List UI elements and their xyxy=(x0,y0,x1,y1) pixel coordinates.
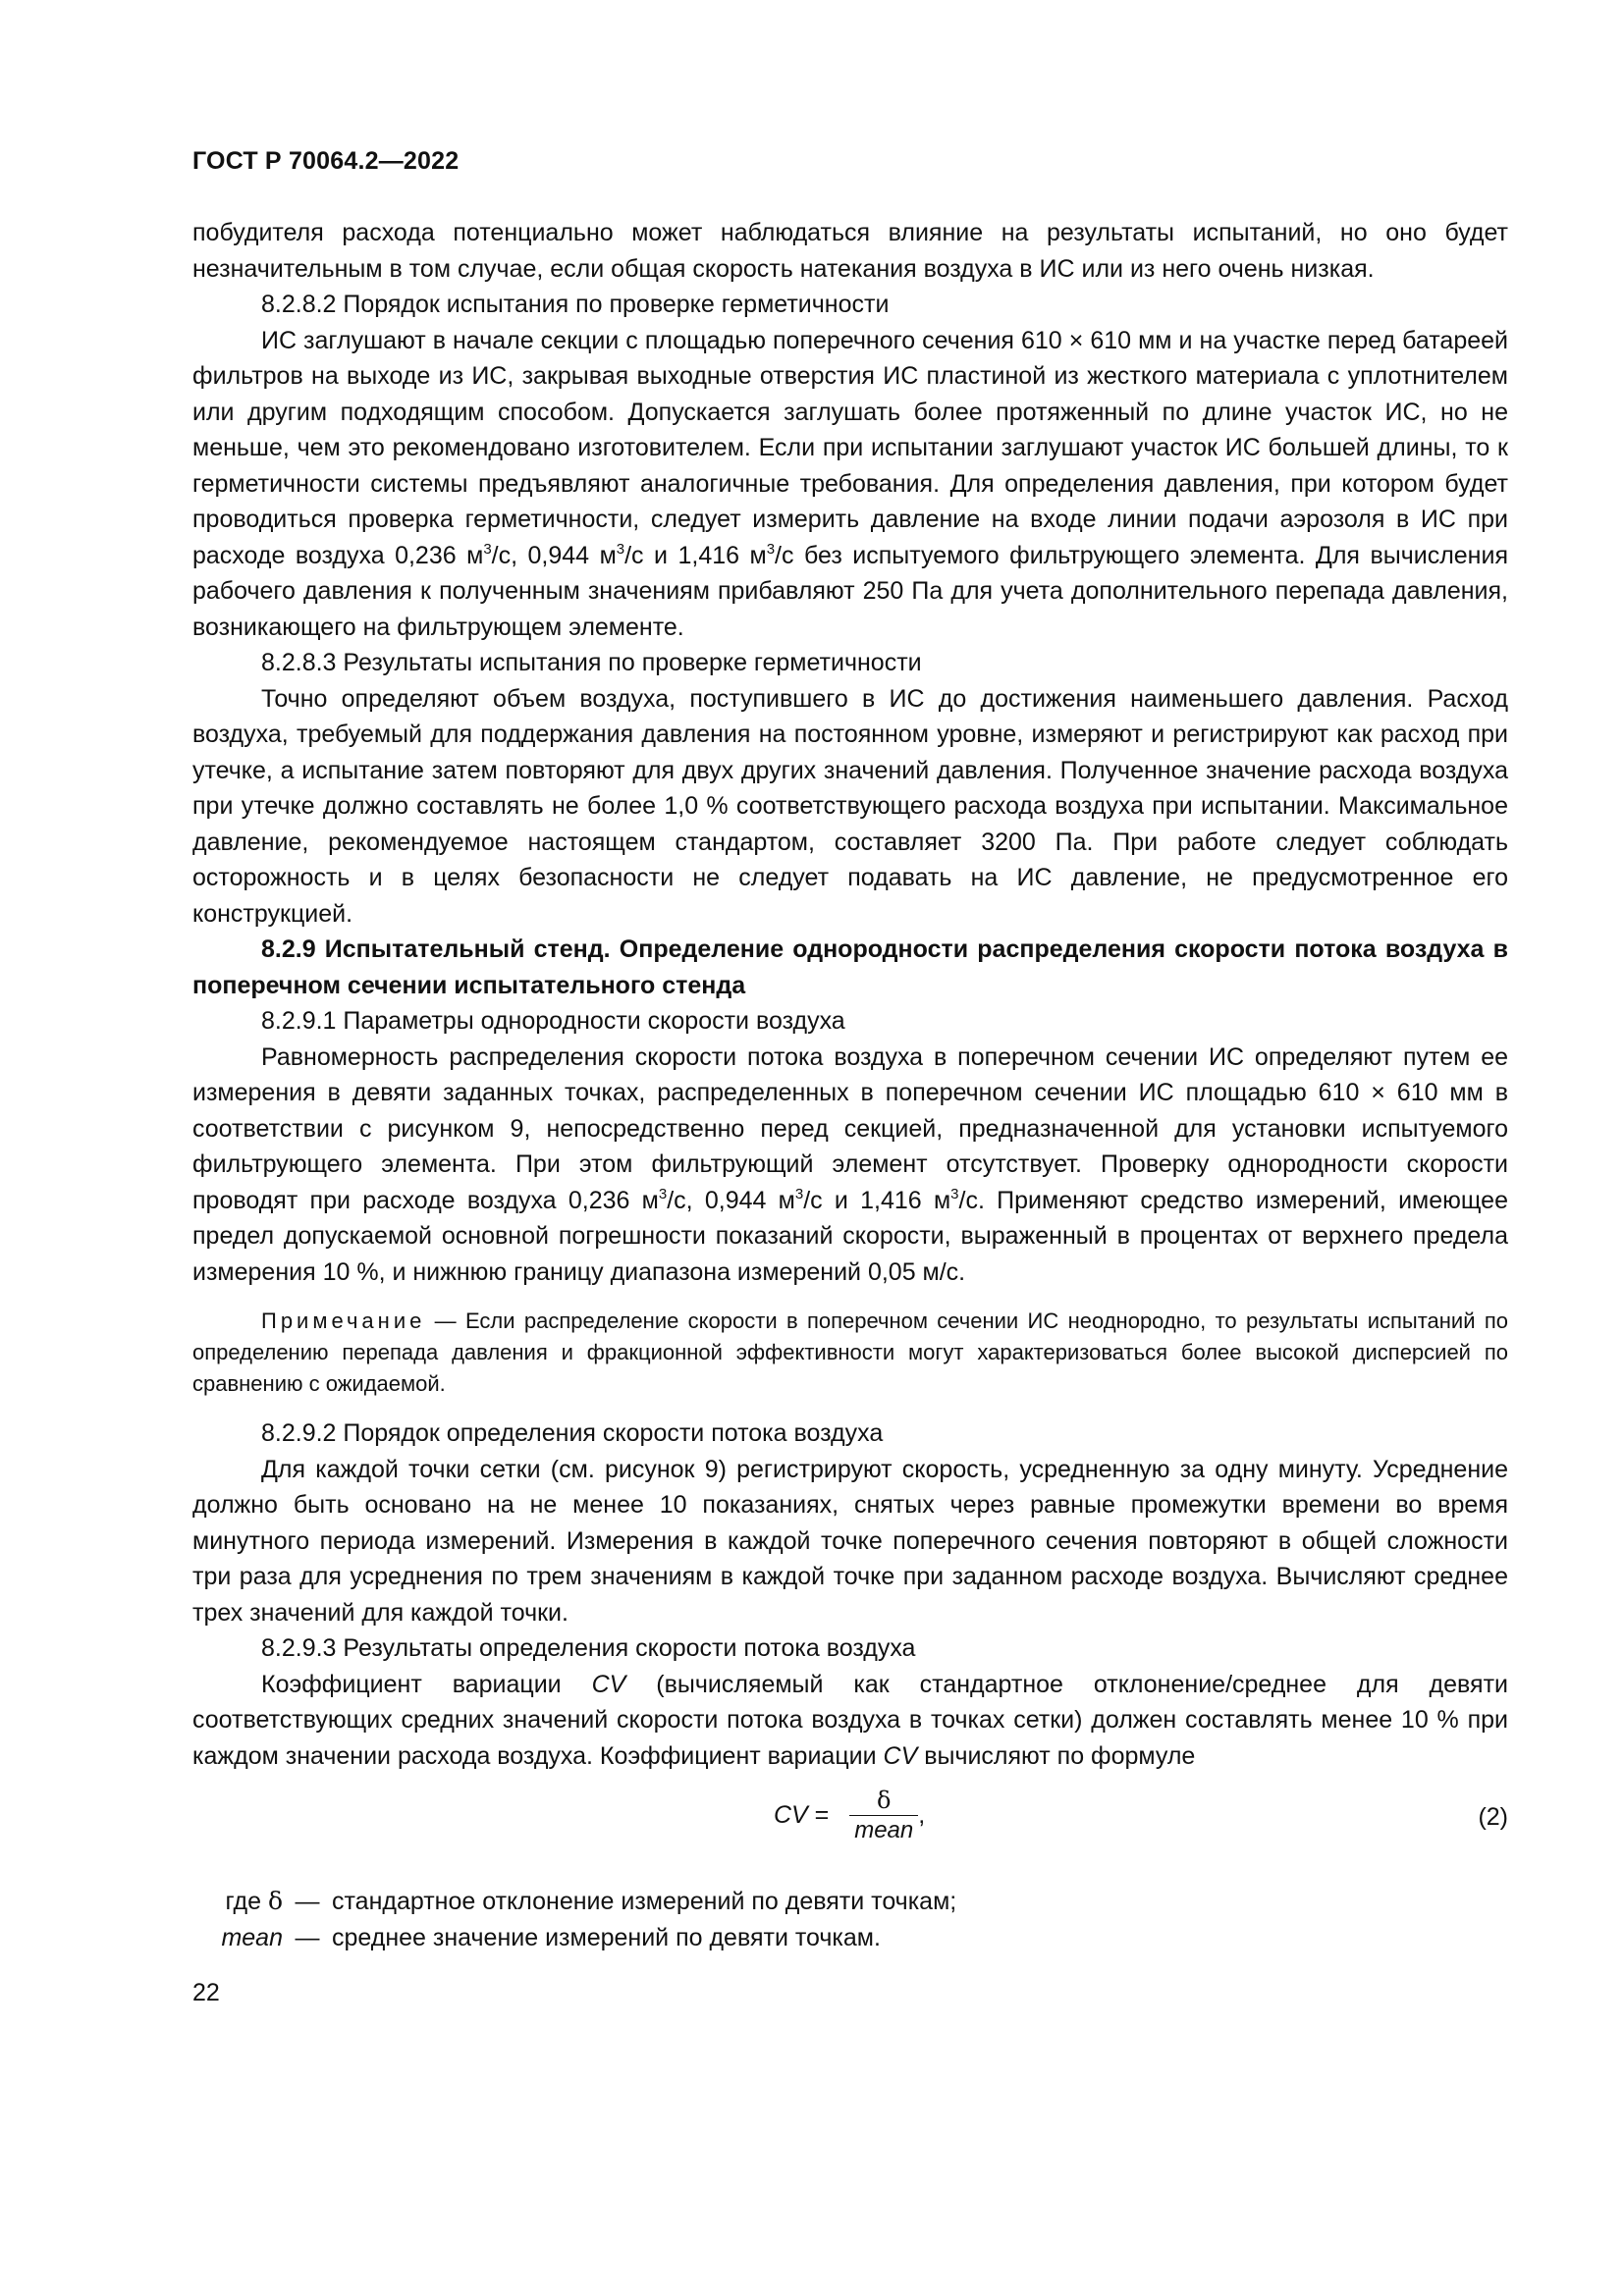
document-page xyxy=(192,147,1508,2007)
paragraph-tightness-results: Точно определяют объем воздуха, поступившего в ИС до достижения наименьшего давления. Расход воздуха, требуемый для поддержания давления на постоянном уровне, измеряют и регистрируют как расход при утечке, а испытание затем повторяют для двух других значений давления. Полученное значение расхода воздуха при утечке должно составлять не более 1,0 % соответствующего расхода воздуха при испытании. Максимальное давление, рекомендуемое настоящем стандартом, составляет 3200 Па. При работе следует соблюдать осторожность и в целях безопасности не следует подавать на ИС давление, не предусмотренное его конструкцией. xyxy=(192,684,1508,928)
page-number: 22 xyxy=(192,1979,220,2006)
paragraph-tightness-procedure: ИС заглушают в начале секции с площадью поперечного сечения 610 × 610 мм и на участке перед батареей фильтров на выходе из ИС, закрывая выходные отверстия ИС пластиной из жесткого материала с уплотнителем или другим подходящим способом. Допускается заглушать более протяженный по длине участок ИС, но не меньше, чем это рекомендовано изготовителем. Если при испытании заглушают участок ИС большей длины, то к герметичности системы предъявляют аналогичные требования. Для определения давления, при котором будет проводиться проверка герметичности, следует измерить давление на входе линии подачи аэрозоля в ИС при расходе воздуха 0,236 $м^3/с$, 0,944 $м^3/с$ и 1,416 $м^3/с$ без испытуемого фильтрующего элемента. Для вычисления рабочего давления к полученным значениям прибавляют 250 Па для учета дополнительного перепада давления, возникающего на фильтрующем элементе. xyxy=(192,326,1508,641)
paragraph-continuation: побудителя расхода потенциально может наблюдаться влияние на результаты испытаний, но оно будет незначительным в том случае, если общая скорость натекания воздуха в ИС или из него очень низкая. xyxy=(192,219,1508,283)
section-heading-8-2-9-2: 8.2.9.2 Порядок определения скорости потока воздуха xyxy=(261,1419,884,1447)
formula-block xyxy=(192,1784,1508,1862)
paragraph-velocity-uniformity: Равномерность распределения скорости потока воздуха в поперечном сечении ИС определяют путем ее измерения в девяти заданных точках, распределенных в поперечном сечении ИС площадью 610 × 610 мм в соответствии с рисунком 9, непосредственно перед секцией, предназначенной для установки испытуемого фильтрующего элемента. При этом фильтрующий элемент отсутствует. Проверку однородности скорости проводят при расходе воздуха 0,236 $м^3/с$, 0,944 $м^3/с$ и 1,416 $м^3/с$. Применяют средство измерений, имеющее предел допускаемой основной погрешности показаний скорости, выраженный в процентах от верхнего предела измерения 10 %, и нижнюю границу диапазона измерений 0,05 м/с. xyxy=(192,1042,1508,1286)
formula-cv: CV = $\frac{\delta}{\text{mean}}$ , xyxy=(774,1787,926,1843)
formula-number: (2) xyxy=(1478,1803,1508,1831)
paragraph-variation-coefficient: Коэффициент вариации CV (вычисляемый как стандартное отклонение/среднее для девяти соответствующих средних значений скорости потока воздуха в точках сетки) должен составлять менее 10 % при каждом значении расхода воздуха. Коэффициент вариации CV вычисляют по формуле xyxy=(192,1670,1509,1770)
section-heading-8-2-9-1: 8.2.9.1 Параметры однородности скорости воздуха xyxy=(261,1007,845,1035)
formula-fraction: $\frac{\delta}{\text{mean}}$ xyxy=(849,1786,918,1845)
note-label: Примечание xyxy=(261,1308,426,1333)
section-heading-8-2-8-3: 8.2.8.3 Результаты испытания по проверке герметичности xyxy=(261,649,922,676)
section-heading-8-2-8-2: 8.2.8.2 Порядок испытания по проверке герметичности xyxy=(261,291,890,318)
where-list xyxy=(192,1884,1508,1955)
where-item: где δ — стандартное отклонение измерений по девяти точкам; xyxy=(225,1887,957,1915)
document-header: ГОСТ Р 70064.2—2022 xyxy=(192,147,460,175)
note-paragraph: Примечание — Если распределение скорости в поперечном сечении ИС неоднородно, то результаты испытаний по определению перепада давления и фракционной эффективности могут характеризоваться более высокой дисперсией по сравнению с ожидаемой. xyxy=(192,1308,1508,1396)
section-heading-8-2-9-3: 8.2.9.3 Результаты определения скорости потока воздуха xyxy=(261,1634,916,1662)
paragraph-velocity-procedure: Для каждой точки сетки (см. рисунок 9) регистрируют скорость, усредненную за одну минуту. Усреднение должно быть основано на не менее 10 показаниях, снятых через равные промежутки времени во время минутного периода измерений. Измерения в каждой точке поперечного сечения повторяют в общей сложности три раза для усреднения по трем значениям в каждой точке при заданном расходе воздуха. Вычисляют среднее трех значений для каждой точки. xyxy=(192,1455,1508,1627)
section-heading-8-2-9: 8.2.9 Испытательный стенд. Определение однородности распределения скорости потока воздуха в поперечном сечении испытательного стенда xyxy=(192,935,1508,999)
where-item: mean — среднее значение измерений по девяти точкам. xyxy=(221,1923,881,1951)
